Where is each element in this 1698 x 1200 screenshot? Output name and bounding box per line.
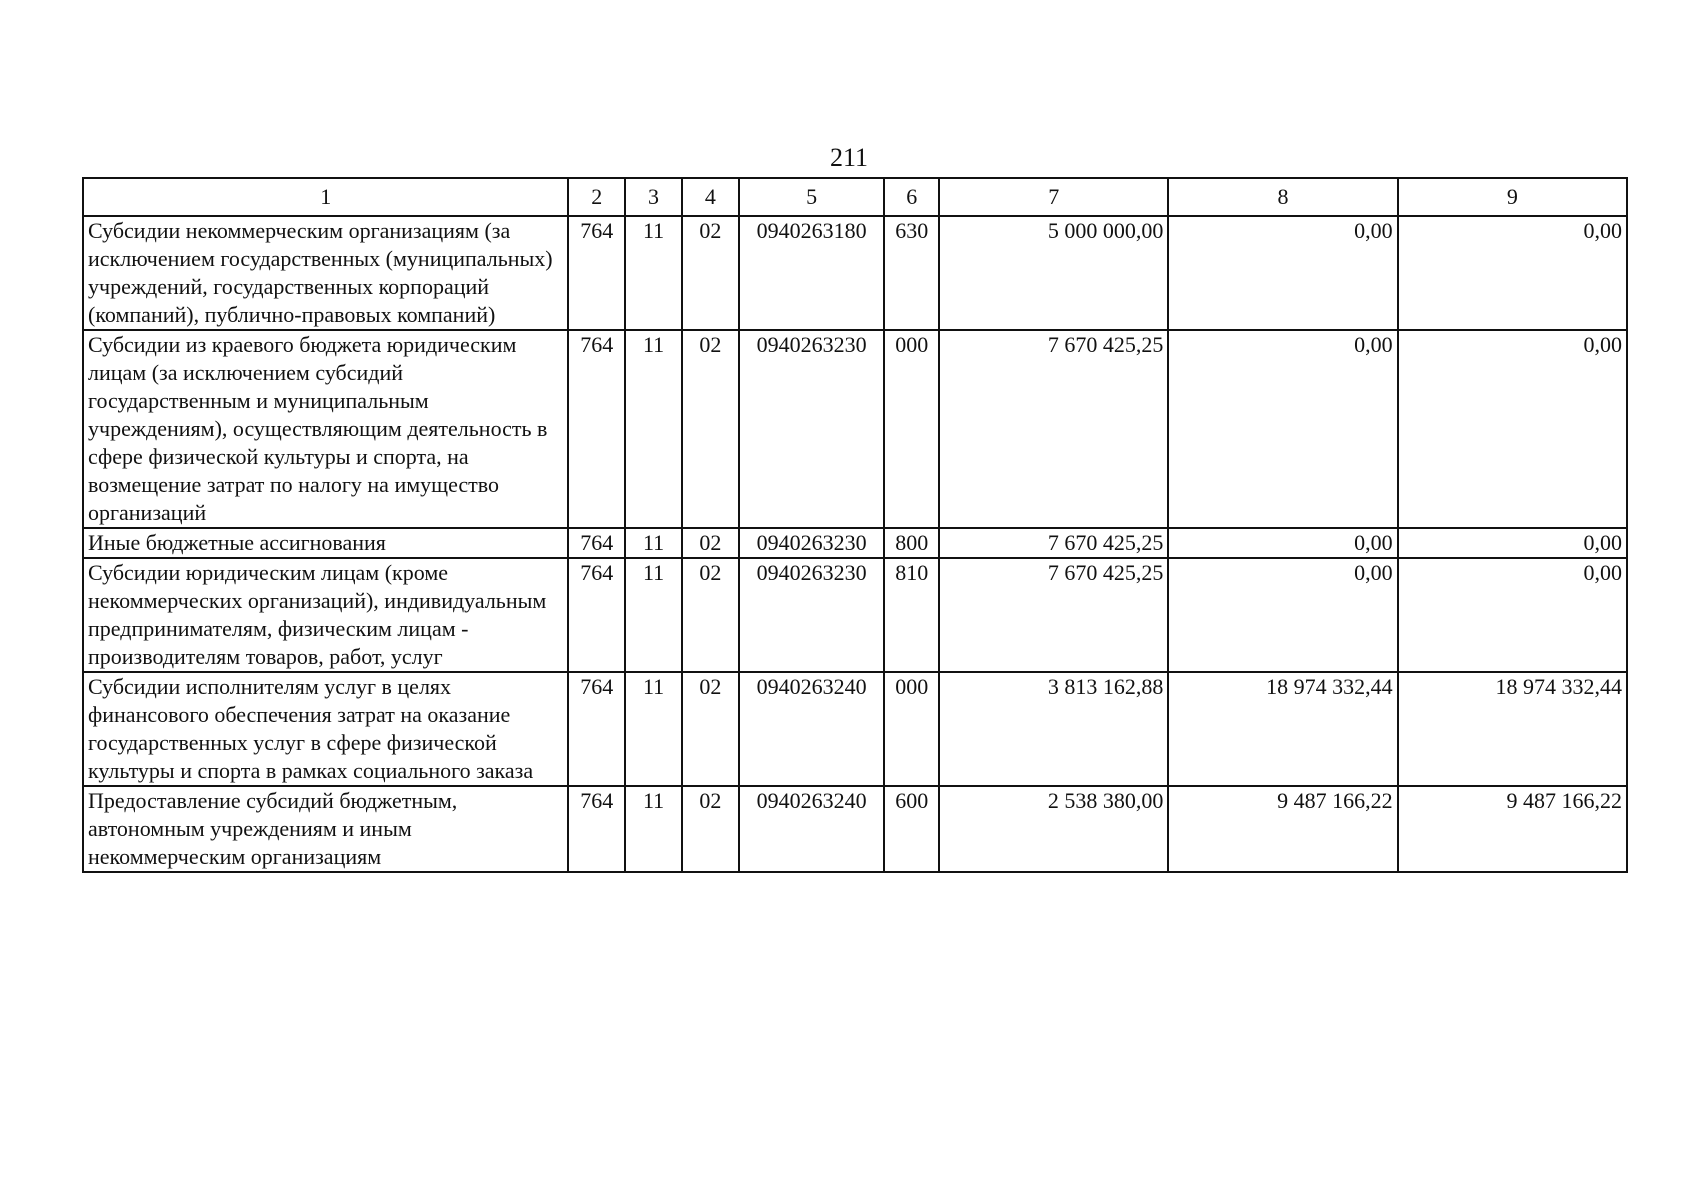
subsection-code: 02 <box>682 672 739 786</box>
section-code: 11 <box>625 786 682 872</box>
column-header: 1 <box>83 178 568 216</box>
amount-col-8: 0,00 <box>1168 528 1397 558</box>
row-description: Субсидии исполнителям услуг в целях финансового обеспечения затрат на оказание государственных услуг в сфере физической культуры и спорта в рамках социального заказа <box>83 672 568 786</box>
table-header-row <box>83 178 1627 216</box>
column-header: 6 <box>884 178 939 216</box>
table-row <box>83 672 1627 786</box>
section-code: 11 <box>625 216 682 330</box>
budget-table <box>82 177 1628 873</box>
amount-col-8: 0,00 <box>1168 330 1397 528</box>
amount-col-9: 0,00 <box>1398 528 1627 558</box>
section-code: 11 <box>625 330 682 528</box>
subsection-code: 02 <box>682 216 739 330</box>
target-article-code: 0940263230 <box>739 330 885 528</box>
amount-col-7: 3 813 162,88 <box>939 672 1168 786</box>
expense-type-code: 810 <box>884 558 939 672</box>
column-header: 7 <box>939 178 1168 216</box>
amount-col-8: 0,00 <box>1168 558 1397 672</box>
ministry-code: 764 <box>568 528 625 558</box>
ministry-code: 764 <box>568 672 625 786</box>
expense-type-code: 630 <box>884 216 939 330</box>
amount-col-8: 18 974 332,44 <box>1168 672 1397 786</box>
table-row <box>83 528 1627 558</box>
row-description: Иные бюджетные ассигнования <box>83 528 568 558</box>
target-article-code: 0940263180 <box>739 216 885 330</box>
section-code: 11 <box>625 528 682 558</box>
column-header: 4 <box>682 178 739 216</box>
ministry-code: 764 <box>568 330 625 528</box>
section-code: 11 <box>625 672 682 786</box>
column-header: 8 <box>1168 178 1397 216</box>
target-article-code: 0940263240 <box>739 786 885 872</box>
table-row <box>83 558 1627 672</box>
amount-col-7: 7 670 425,25 <box>939 528 1168 558</box>
subsection-code: 02 <box>682 330 739 528</box>
amount-col-9: 0,00 <box>1398 330 1627 528</box>
target-article-code: 0940263240 <box>739 672 885 786</box>
subsection-code: 02 <box>682 786 739 872</box>
ministry-code: 764 <box>568 558 625 672</box>
ministry-code: 764 <box>568 786 625 872</box>
page-number: 211 <box>829 143 869 172</box>
expense-type-code: 600 <box>884 786 939 872</box>
amount-col-9: 0,00 <box>1398 558 1627 672</box>
subsection-code: 02 <box>682 528 739 558</box>
row-description: Субсидии из краевого бюджета юридическим лицам (за исключением субсидий государственным и муниципальным учреждениям), осуществляющим деятельность в сфере физической культуры и спорта, на возмещение затрат по налогу на имущество организаций <box>83 330 568 528</box>
amount-col-8: 9 487 166,22 <box>1168 786 1397 872</box>
table-row <box>83 330 1627 528</box>
expense-type-code: 800 <box>884 528 939 558</box>
amount-col-9: 18 974 332,44 <box>1398 672 1627 786</box>
amount-col-9: 0,00 <box>1398 216 1627 330</box>
amount-col-9: 9 487 166,22 <box>1398 786 1627 872</box>
column-header: 3 <box>625 178 682 216</box>
expense-type-code: 000 <box>884 672 939 786</box>
section-code: 11 <box>625 558 682 672</box>
row-description: Субсидии юридическим лицам (кроме некоммерческих организаций), индивидуальным предпринимателям, физическим лицам - производителям товаров, работ, услуг <box>83 558 568 672</box>
amount-col-8: 0,00 <box>1168 216 1397 330</box>
amount-col-7: 2 538 380,00 <box>939 786 1168 872</box>
table-row <box>83 786 1627 872</box>
table-row <box>83 216 1627 330</box>
amount-col-7: 5 000 000,00 <box>939 216 1168 330</box>
amount-col-7: 7 670 425,25 <box>939 330 1168 528</box>
ministry-code: 764 <box>568 216 625 330</box>
expense-type-code: 000 <box>884 330 939 528</box>
column-header: 2 <box>568 178 625 216</box>
column-header: 5 <box>739 178 885 216</box>
subsection-code: 02 <box>682 558 739 672</box>
target-article-code: 0940263230 <box>739 558 885 672</box>
amount-col-7: 7 670 425,25 <box>939 558 1168 672</box>
row-description: Предоставление субсидий бюджетным, автономным учреждениям и иным некоммерческим организациям <box>83 786 568 872</box>
row-description: Субсидии некоммерческим организациям (за исключением государственных (муниципальных) учреждений, государственных корпораций (компаний), публично-правовых компаний) <box>83 216 568 330</box>
target-article-code: 0940263230 <box>739 528 885 558</box>
column-header: 9 <box>1398 178 1627 216</box>
